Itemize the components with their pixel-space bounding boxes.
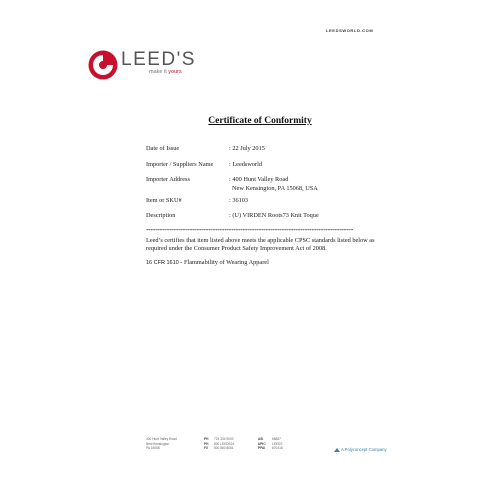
field-value: : 22 July 2015 [229,145,265,152]
footer-key: UPIC [258,441,266,446]
footer-address-line: 400 Hunt Valley Road [146,437,177,441]
logo-wordmark: LEED'S [121,49,196,70]
regulation-text: - Flammability of Wearing Apparel [178,259,269,266]
field-value: : (U) VIRDEN Roots73 Knit Toque [229,212,319,219]
field-label: Importer Address [146,176,190,183]
logo-tagline: make it yours [149,69,182,75]
polyconcept-badge [334,447,387,452]
footer-phones [204,437,234,451]
page-title: Certificate of Conformity [208,116,312,126]
footer-fax: 800 860 6661 [214,446,234,451]
field-value: : Leedsworld [229,161,263,168]
field-value: : 400 Hunt Valley Road [229,176,289,183]
site-url[interactable]: LEEDSWORLD.COM [326,28,374,33]
footer-phone[interactable]: 800 LEEDS24 [214,441,235,446]
separator-line: ****************************************************************************************** [146,229,354,234]
footer-id: 66887 [272,437,281,441]
footer-address-line: New Kensington [146,441,170,446]
footer-id: LEEDS [272,441,283,446]
polyconcept-label: A Polyconcept Company [340,447,387,452]
footer-key: PPAI [258,446,266,451]
footer-address [146,437,177,451]
polyconcept-icon [334,448,340,452]
footer-phone[interactable]: 724 334 9000 [214,437,234,441]
footer-id: 870418 [272,446,283,451]
leeds-logo [87,49,197,83]
field-label: Description [146,212,176,219]
field-value-line2: New Kensington, PA 15068, USA [232,184,318,192]
footer-key: PH [204,441,209,446]
footer-key: FX [204,446,209,451]
regulation-line [146,259,269,266]
footer-key: PH [204,437,209,441]
footer-key: ASI [258,437,264,441]
field-value: : 36103 [229,197,249,204]
footer-address-line: PA 15068 [146,446,160,451]
leeds-swirl-icon [87,49,119,81]
footer-ids [258,437,283,451]
field-label: Importer / Suppliers Name [146,161,214,168]
regulation-code: 16 CFR 1610 [146,260,179,266]
field-label: Item or SKU# [146,197,182,204]
conformity-statement: Leed’s certifies that item listed above meets the applicable CPSC standards listed below as required under the Consumer Product Safety Improvement Act of 2008. [146,237,375,253]
field-label: Date of Issue [146,145,180,152]
